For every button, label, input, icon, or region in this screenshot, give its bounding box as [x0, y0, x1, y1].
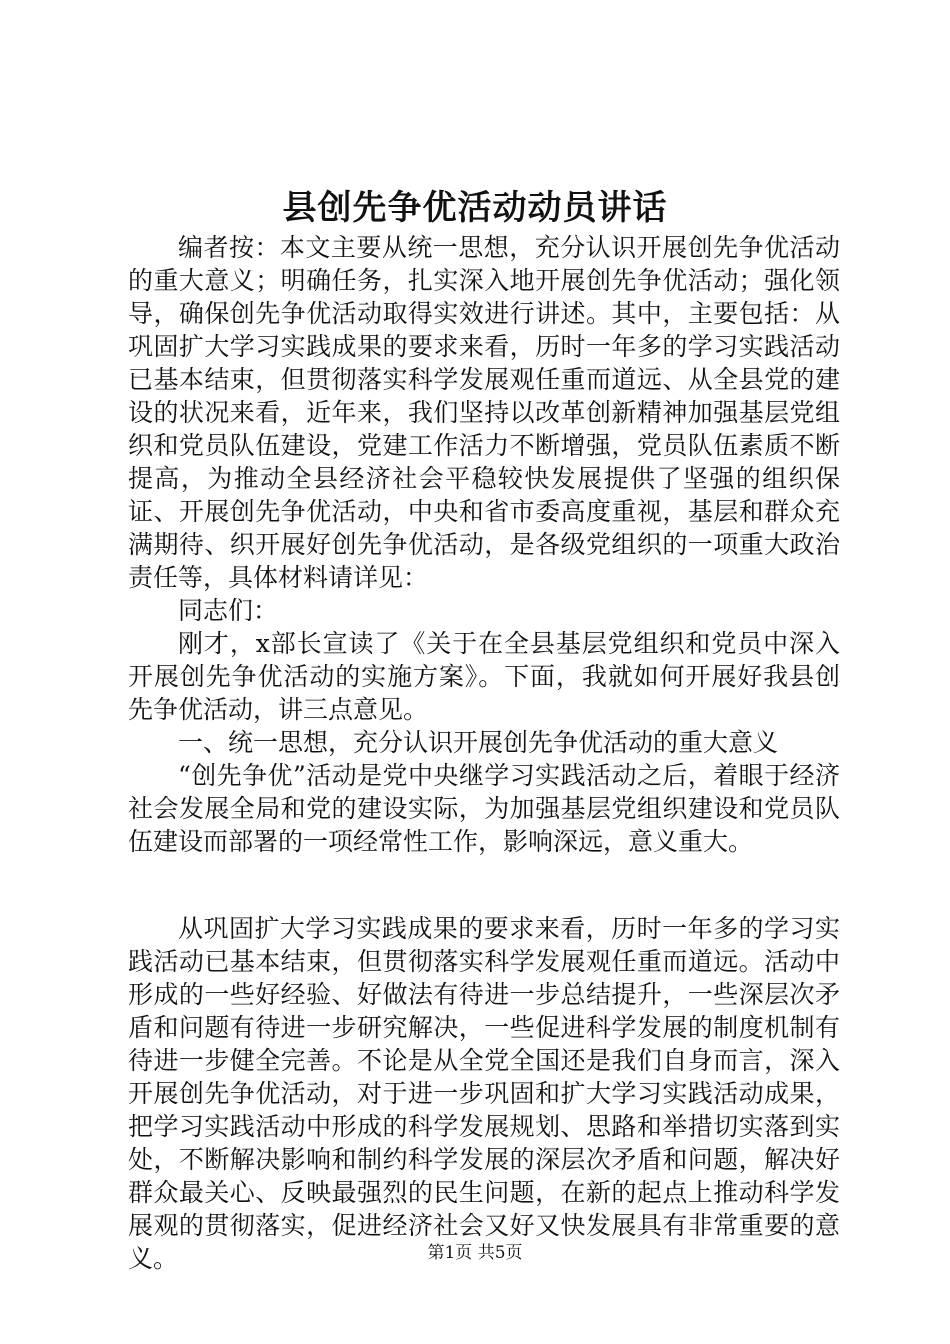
document-title: 县创先争优活动动员讲话 — [282, 188, 668, 228]
body-paragraph: 从巩固扩大学习实践成果的要求来看，历时一年多的学习实践活动已基本结束，但贯彻落实科学发展观任重而道远。活动中形成的一些好经验、好做法有待进一步总结提升，一些深层次矛盾和问题有待进一步研究解决，一些促进科学发展的制度机制有待进一步健全完善。不论是从全党全国还是我们自身而言，深入开展创先争优活动，对于进一步巩固和扩大学习实践活动成果，把学习实践活动中形成的科学发展规划、思路和举措切实落到实处，不断解决影响和制约科学发展的深层次矛盾和问题，解决好群众最关心、反映最强烈的民生问题，在新的起点上推动科学发展观的贯彻落实，促进经济社会又好又快发展具有非常重要的意义。 — [128, 914, 840, 1273]
opening-paragraph: 刚才，x部长宣读了《关于在全县基层党组织和党员中深入开展创先争优活动的实施方案》。下面，我就如何开展好我县创先争优活动，讲三点意见。 — [128, 629, 840, 724]
body-paragraph: “创先争优”活动是党中央继学习实践活动之后，着眼于经济社会发展全局和党的建设实际，为加强基层党组织建设和党员队伍建设而部署的一项经常性工作，影响深远，意义重大。 — [128, 761, 840, 856]
page-footer: 第1页 共5页 — [427, 1243, 523, 1263]
document-body — [128, 231, 840, 1275]
section-heading: 一、统一思想，充分认识开展创先争优活动的重大意义 — [178, 728, 779, 757]
paragraph-gap — [128, 858, 840, 912]
salutation-paragraph: 同志们： — [178, 596, 279, 625]
editor-note-paragraph: 编者按：本文主要从统一思想，充分认识开展创先争优活动的重大意义；明确任务，扎实深入地开展创先争优活动；强化领导，确保创先争优活动取得实效进行讲述。其中，主要包括：从巩固扩大学习实践成果的要求来看，历时一年多的学习实践活动已基本结束，但贯彻落实科学发展观任重而道远、从全县党的建设的状况来看，近年来，我们坚持以改革创新精神加强基层党组织和党员队伍建设，党建工作活力不断增强，党员队伍素质不断提高，为推动全县经济社会平稳较快发展提供了坚强的组织保证、开展创先争优活动，中央和省市委高度重视，基层和群众充满期待、织开展好创先争优活动，是各级党组织的一项重大政治责任等，具体材料请详见： — [128, 233, 840, 592]
